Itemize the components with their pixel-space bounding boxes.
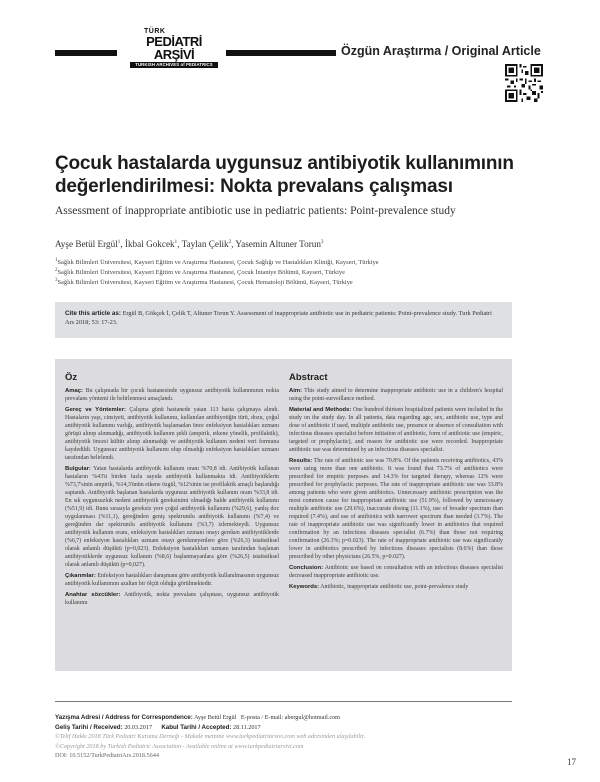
author-name: Ayşe Betül Ergül <box>55 239 118 249</box>
logo-line-1: TÜRK <box>144 28 166 35</box>
section-label: Keywords: <box>289 584 320 591</box>
citation-label: Cite this article as: <box>65 310 121 317</box>
article-footer <box>55 713 365 761</box>
affiliation-list <box>55 258 379 288</box>
abstract-section-keywords <box>65 592 279 608</box>
correspondence-label: Yazışma Adresi / Address for Correspondence: <box>55 714 193 721</box>
affiliation-number: 2 <box>55 267 58 273</box>
author-list <box>55 239 323 249</box>
affiliation-number: 1 <box>55 257 58 263</box>
section-label: Anahtar sözcükler: <box>65 592 121 599</box>
header-rule-left <box>55 50 117 56</box>
abstract-section-aim <box>289 388 503 404</box>
author-name: Taylan Çelik <box>181 239 229 249</box>
abstract-turkish <box>65 359 279 611</box>
author-name: İkbal Gokcek <box>124 239 175 249</box>
section-text: Antibiyotik, nokta prevalans çalışması, uygunsuz antibiyotik kullanımı <box>65 592 280 607</box>
abstract-section-methods <box>289 407 503 455</box>
logo-line-3: TURKISH ARCHIVES of PEDIATRICS <box>130 62 218 68</box>
author-affiliation-marker: 1 <box>117 239 121 245</box>
section-label: Gereç ve Yöntemler: <box>65 407 126 414</box>
section-text: Antibiotic use based on consultation with an infectious diseases specialist decreased inappropriate antibiotic use. <box>289 564 503 579</box>
accepted-date: 28.11.2017 <box>233 723 261 731</box>
author-affiliation-marker: 1 <box>174 239 178 245</box>
article-title-english: Assessment of inappropriate antibiotic use in pediatric patients: Point-prevalence study <box>55 205 456 217</box>
email-label: E-posta / E-mail: <box>240 714 284 721</box>
affiliation-item <box>55 278 379 288</box>
affiliation-text: Sağlık Bilimleri Üniversitesi, Kayseri Eğitim ve Araştırma Hastanesi, Çocuk Sağlığı ve Hastalıkları Kliniği, Kayseri, Türkiye <box>57 259 379 266</box>
correspondence-name: Ayşe Betül Ergül <box>194 714 237 721</box>
abstract-section-conclusion <box>289 565 503 581</box>
logo-line-2: PEDİATRİ ARŞİVİ <box>146 34 202 62</box>
author-name: Yasemin Altuner Torun <box>235 239 321 249</box>
article-type-label: Özgün Araştırma / Original Article <box>341 44 541 58</box>
author-separator: , <box>177 239 182 249</box>
section-text: Çalışma günü hastanede yatan 113 hasta çalışmaya alındı. Hastaların yaşı, cinsiyeti, antibiyotik kullanımı, kullanılan antibiyotiğin türü, dozu, çoğul antibiyotik kullanımı varlığı, antibiyotik başlamadan önce enfeksiyon hastalıkları uzmanı görüşü alınıp alınmadığı, antibiyotik kullanım şekli (ampirik, etkene yönelik, profilaktik), antibiyotik öncesi kültür alınıp alınmadığı ve antibiyotik kullanım nedeni veri formuna kaydedildi. Uygunsuz antibiyotik kullanımı olup olmadığı enfeksiyon hastalıkları uzmanı tarafından belirlendi. <box>65 407 279 461</box>
article-title-turkish: Çocuk hastalarda uygunsuz antibiyotik kullanımının değerlendirilmesi: Nokta prevalans çalışması <box>55 153 514 197</box>
abstract-section-keywords <box>289 584 503 592</box>
abstract-section-results <box>65 466 279 569</box>
abstract-box <box>55 359 512 671</box>
header-rule-right <box>226 50 336 56</box>
section-label: Material and Methods: <box>289 407 352 414</box>
citation-box <box>55 302 512 338</box>
abstract-section-aim <box>65 388 279 404</box>
section-label: Çıkarımlar: <box>65 572 96 579</box>
correspondence-line <box>55 713 365 723</box>
author-separator: , <box>231 239 236 249</box>
page-number: 17 <box>567 757 576 767</box>
journal-logo <box>130 28 218 68</box>
email-link[interactable]: abergul@hotmail.com <box>284 714 340 721</box>
qr-code-icon <box>505 64 543 102</box>
received-date: 20.03.2017 <box>124 723 153 731</box>
section-label: Bulgular: <box>65 466 91 473</box>
abstract-heading-english: Abstract <box>289 372 328 383</box>
section-text: One hundred thirteen hospitalized patients were included in the study on the study day. In all patients, data regarding age, sex, antibiotic use, type and dose of antibiotic if used, multiple antibiotic use, presence or absence of consultation with infectious diseases specialist before initiation of antibiotic, form of antibiotic use (empiric, targeted or prophylactic), and reason for antibiotic use were recorded. Inappropriate antibiotic use was determined by an infectious diseases specialist. <box>289 407 503 453</box>
affiliation-item <box>55 258 379 268</box>
author-affiliation-marker: 3 <box>320 239 324 245</box>
section-text: Antibiotic, inappropriate antibiotic use, point-prevalence study <box>320 584 469 591</box>
affiliation-item <box>55 268 379 278</box>
citation-text: Ergül B, Gökçek İ, Çelik T, Altuner Torun Y. Assessment of inappropriate antibiotic use in pediatric patients: Point-prevalence study. Turk Pediatri Ars 2018; 53: 17-23. <box>65 310 492 326</box>
abstract-section-methods <box>65 407 279 463</box>
author-separator: , <box>120 239 125 249</box>
received-label: Geliş Tarihi / Received: <box>55 723 123 731</box>
dates-line <box>55 723 365 733</box>
section-text: Bu çalışmada bir çocuk hastanesinde uygunsuz antibiyotik kullanımının nokta prevalans yöntemi ile belirlenmesi amaçlandı. <box>65 388 279 402</box>
affiliation-text: Sağlık Bilimleri Üniversitesi, Kayseri Eğitim ve Araştırma Hastanesi, Çocuk Hematoloji Bölümü, Kayseri, Türkiye <box>57 279 353 286</box>
section-text: Enfeksiyon hastalıkları danışmanı göre antibiyotik kullanılmasının uygunsuz antibiyotik kullanımını azaltan bir ölçüt olduğu görülmektedir. <box>65 572 279 587</box>
section-text: This study aimed to determine inappropriate antibiotic use in a children's hospital using the point-surveillance method. <box>289 388 503 402</box>
section-label: Aim: <box>289 388 303 394</box>
affiliation-text: Sağlık Bilimleri Üniversitesi, Kayseri Eğitim ve Araştırma Hastanesi, Çocuk İntaniye Bölümü, Kayseri, Türkiye <box>57 269 345 276</box>
accepted-label: Kabul Tarihi / Accepted: <box>161 723 232 731</box>
section-label: Results: <box>289 458 313 465</box>
abstract-section-conclusion <box>65 573 279 589</box>
section-label: Conclusion: <box>289 564 324 571</box>
abstract-section-results <box>289 458 503 561</box>
section-label: Amaç: <box>65 388 84 394</box>
author-affiliation-marker: 2 <box>228 239 232 245</box>
footer-divider <box>55 701 512 702</box>
abstract-heading-turkish: Öz <box>65 372 78 383</box>
doi: DOI: 10.5152/TurkPediatriArs.2018.5644 <box>55 752 159 759</box>
affiliation-number: 3 <box>55 277 58 283</box>
abstract-english <box>289 359 503 595</box>
copyright-english: ©Copyright 2018 by Turkish Pediatric Association - Available online at www.turkpediatriarsivi.com <box>55 742 304 750</box>
section-text: The rate of antibiotic use was 70.8%. Of the patients receiving antibiotics, 43% were using more than one antibiotic. It was found that 73.7% of antibiotics were prescribed for empiric purposes and 14.3% for targeted therapy, whereas 12% were prescribed for prophylactic purposes. The rate of inappropriate antibiotic use was 33.8% among patients who were given antibiotics. Unnecessary antibiotic prescription was the most common cause for inappropriate antibiotic use (51.9%), followed by unnecessary multiple antibiotic use (29.6%), inaccurate dosing (11.1%), use of broader spectrum than required (7.4%), and use of antibiotics with narrower spectrum than needed (3.7%). The rate of inappropriate antibiotic use was significantly lower in antibiotics that required confirmation by an infectious diseases specialist (6.7%) than those not requiring confirmation (26.3%; p=0.023). The rate of inappropriate antibiotic use was significantly lower in antibiotics prescribed by infectious diseases specialists (8.6%) than those prescribed by other physicians (26.5%, p=0.027). <box>289 458 503 560</box>
section-text: Yatan hastalarda antibiyotik kullanım oranı %70,8 idi. Antibiyotik kullanan hastaların %43'ü birden fazla sayıda antibiyotik kullanmakta idi. Antibiyotiklerin %73,7'sinin ampirik, %14,3'ünün etkene özgül, %12'sinin ise profilaktik amaçlı başlandığı saptandı. Antibiyotik başlanan hastalarda uygunsuz antibiyotik kullanım oranı %33,8 idi. En sık uygunsuzluk nedeni antibiyotik gereksinimi olmadığı halde antibiyotik kullanımı (%51,9) idi. Bunu sırasıyla gereksiz yere çoğul antibiyotik kullanımı (%29,6), yanlış doz uygulanması (%11,1), gereğinden geniş spektrumlu antibiyotik kullanımı (%7,4) ve gereğinden dar spektrumlu antibiyotik kullanımı (%3,7) izlemekteydi. Uygunsuz antibiyotik kullanım oranı, enfeksiyon hastalıkları uzmanı onayı gereken antibiyotiklerde (%6,7) enfeksiyon hastalıkları uzmanı onayı gerekmeyenlere göre (%26,3) istatistiksel olarak anlamlı düşüktü (p=0,023). Enfeksiyon hastalıkları uzmanı tarafından başlanan antibiyotiklerde uygunsuz kullanım (%8,6) başlanmayanlara göre (%26,5) istatistiksel olarak anlamlı düşüktü (p=0,027). <box>65 466 279 568</box>
copyright-turkish: ©Telif Hakkı 2018 Türk Pediatri Kurumu Derneği - Makale metnine www.turkpediatriarsivi.com web adresinden ulaşılabilir. <box>55 733 366 740</box>
